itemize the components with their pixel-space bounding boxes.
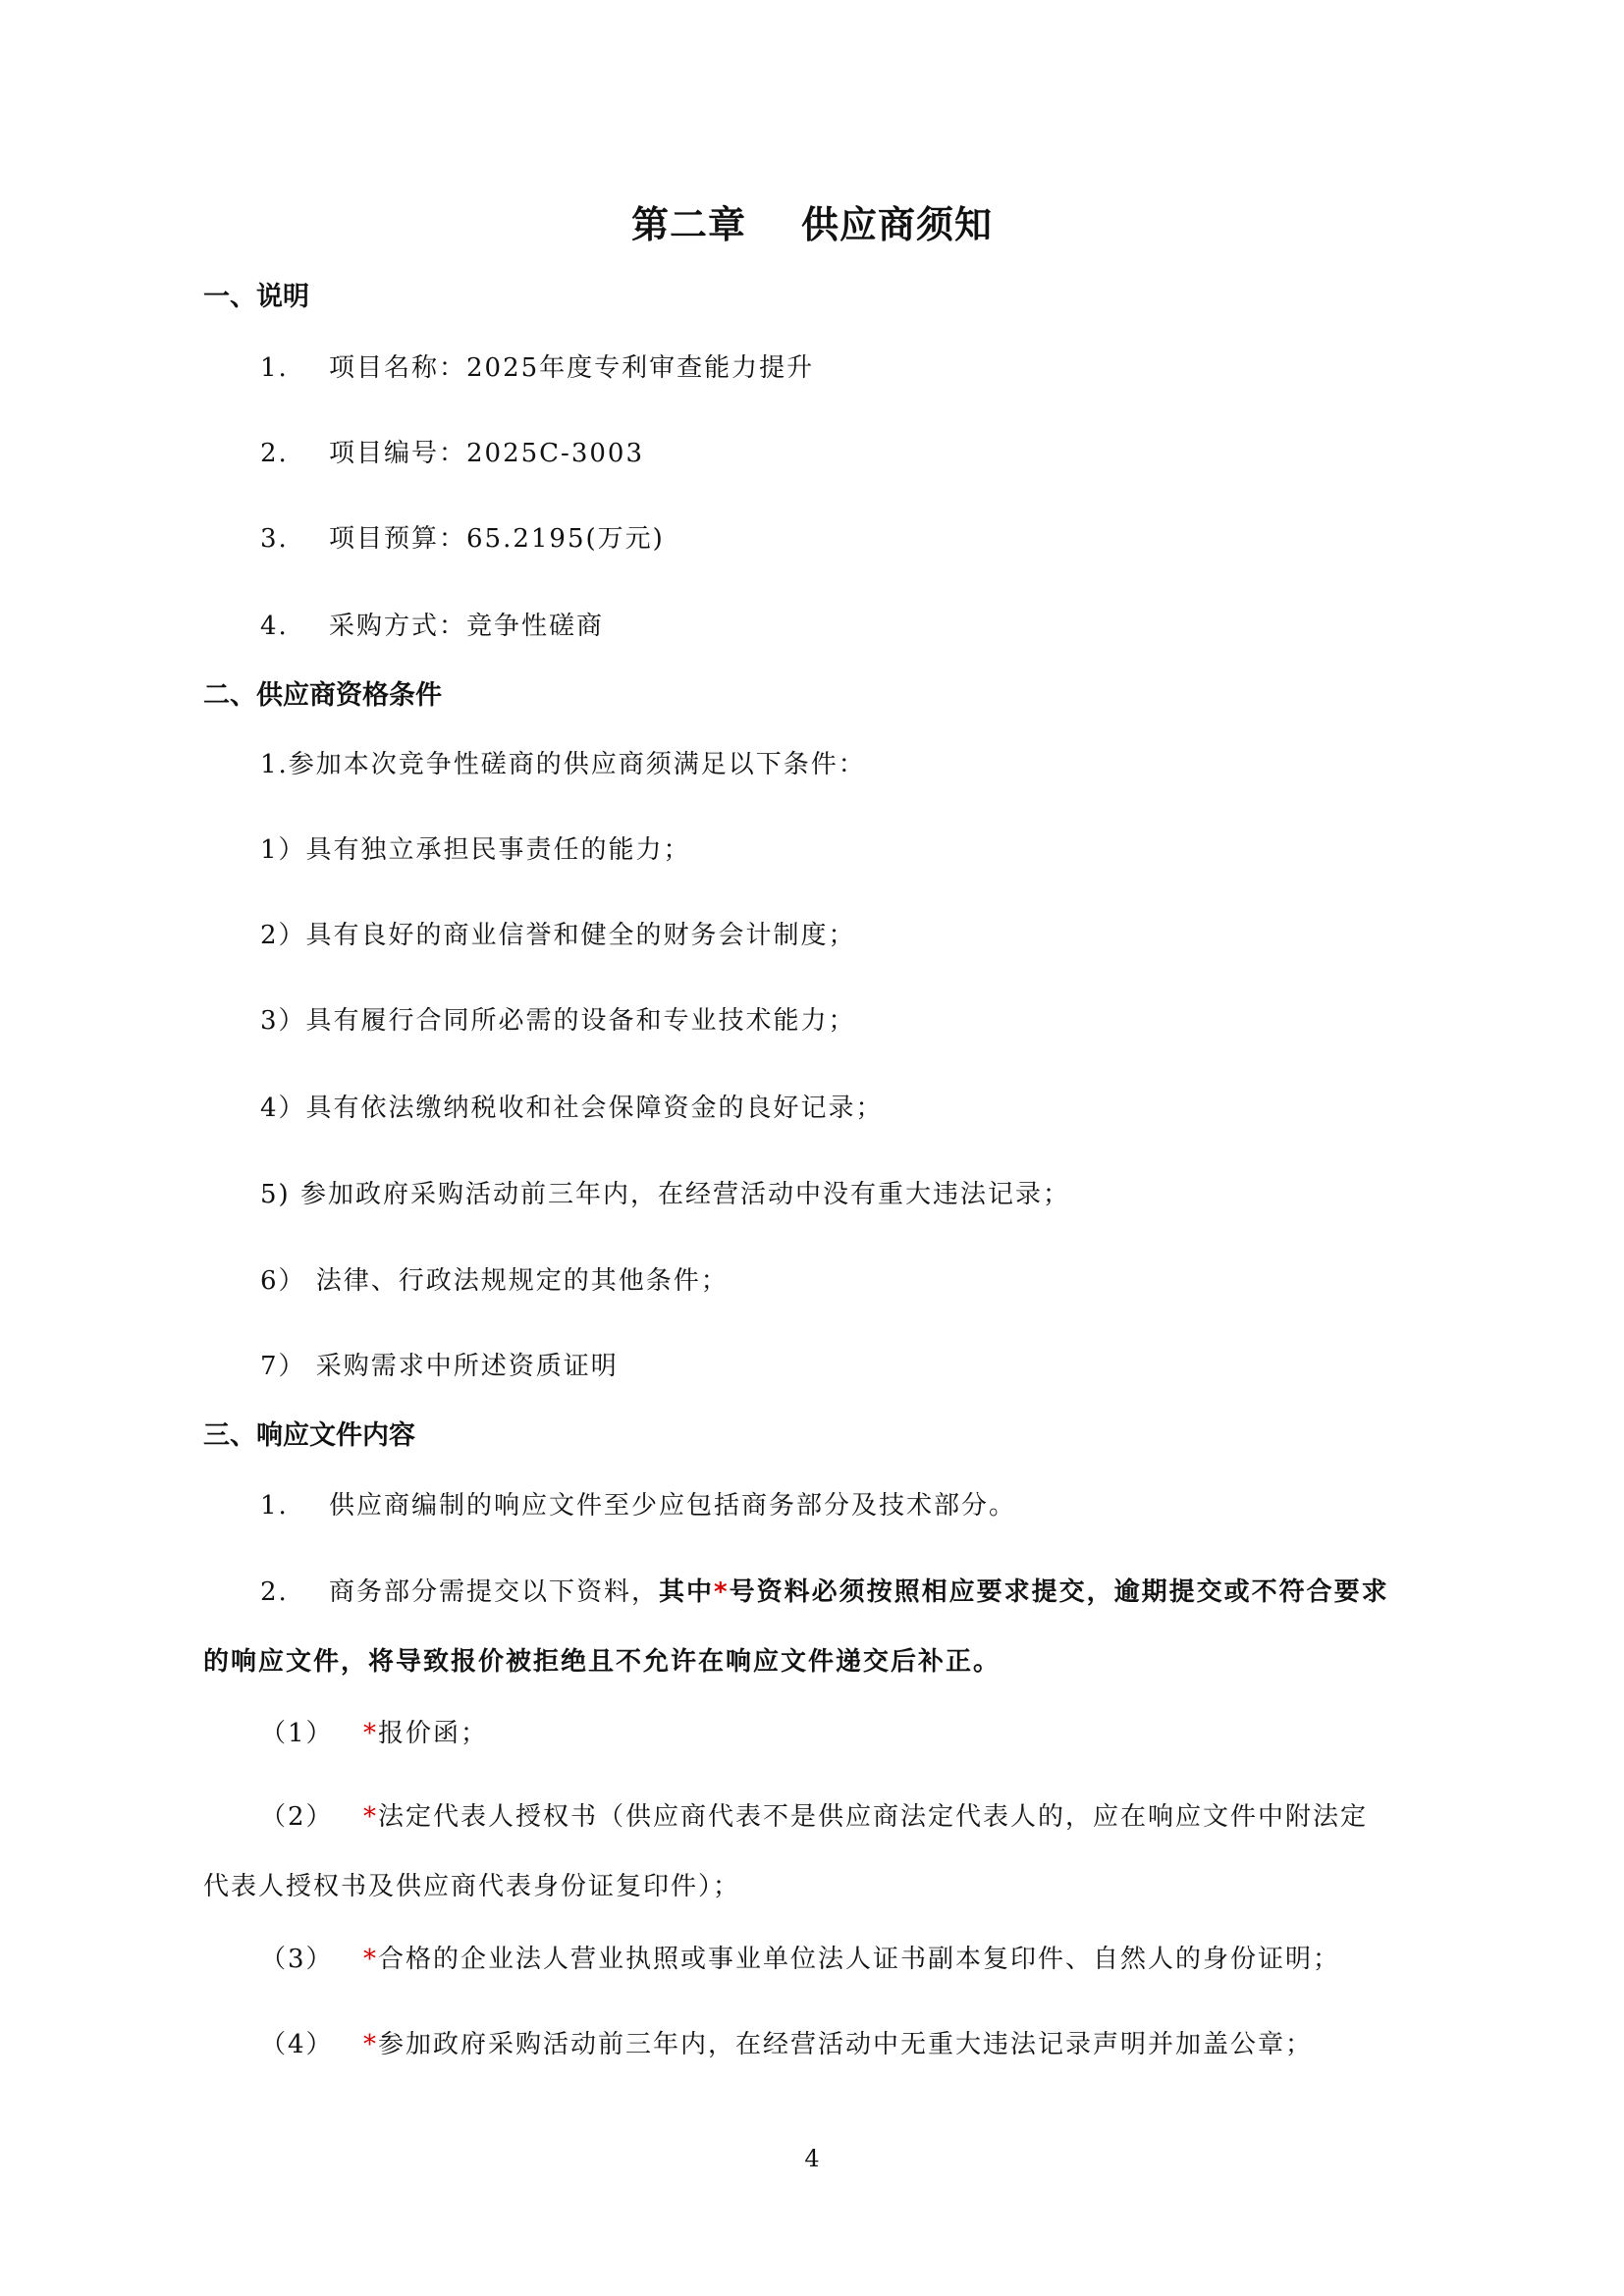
section-heading: 二、供应商资格条件 <box>203 680 442 711</box>
required-star: * <box>714 1577 730 1607</box>
paragraph: 1. 供应商编制的响应文件至少应包括商务部分及技术部分。 <box>260 1491 1017 1521</box>
list-item: 4）具有依法缴纳税收和社会保障资金的良好记录； <box>260 1094 884 1123</box>
required-star: * <box>363 1802 378 1832</box>
paragraph-continuation: 的响应文件，将导致报价被拒绝且不允许在响应文件递交后补正。 <box>203 1647 1001 1677</box>
page-number: 4 <box>804 2145 820 2172</box>
list-item: 3）具有履行合同所必需的设备和专业技术能力； <box>260 1006 856 1036</box>
list-item: 4. 采购方式：竞争性磋商 <box>260 612 605 641</box>
chapter-number: 第二章 <box>630 202 746 246</box>
required-star: * <box>363 1945 378 1974</box>
list-item: 7） 采购需求中所述资质证明 <box>260 1352 619 1381</box>
required-star: * <box>363 2030 378 2059</box>
paragraph: 2. 商务部分需提交以下资料，其中*号资料必须按照相应要求提交，逾期提交或不符合要求 <box>260 1577 1389 1607</box>
list-item: 1）具有独立承担民事责任的能力； <box>260 835 691 865</box>
list-item: 6） 法律、行政法规规定的其他条件； <box>260 1266 729 1296</box>
list-item: 1. 项目名称：2025年度专利审查能力提升 <box>260 353 815 383</box>
list-item: 2. 项目编号：2025C-3003 <box>260 439 645 468</box>
list-item: （2） *法定代表人授权书（供应商代表不是供应商法定代表人的，应在响应文件中附法定 <box>260 1802 1369 1832</box>
list-item: 2）具有良好的商业信誉和健全的财务会计制度； <box>260 921 856 950</box>
section-heading: 一、说明 <box>203 282 309 312</box>
chapter-name: 供应商须知 <box>801 202 994 246</box>
list-item: 5) 参加政府采购活动前三年内，在经营活动中没有重大违法记录； <box>260 1180 1070 1209</box>
list-item: 3. 项目预算：65.2195(万元) <box>260 524 665 554</box>
list-item: （4） *参加政府采购活动前三年内，在经营活动中无重大违法记录声明并加盖公章； <box>260 2030 1314 2059</box>
section-heading: 三、响应文件内容 <box>203 1420 415 1451</box>
required-star: * <box>363 1719 378 1748</box>
chapter-title <box>0 194 1624 248</box>
paragraph: 1.参加本次竞争性磋商的供应商须满足以下条件： <box>260 750 866 779</box>
list-item: （3） *合格的企业法人营业执照或事业单位法人证书副本复印件、自然人的身份证明； <box>260 1945 1341 1974</box>
list-item: （1） *报价函； <box>260 1719 489 1748</box>
list-item-continuation: 代表人授权书及供应商代表身份证复印件）； <box>203 1872 741 1901</box>
